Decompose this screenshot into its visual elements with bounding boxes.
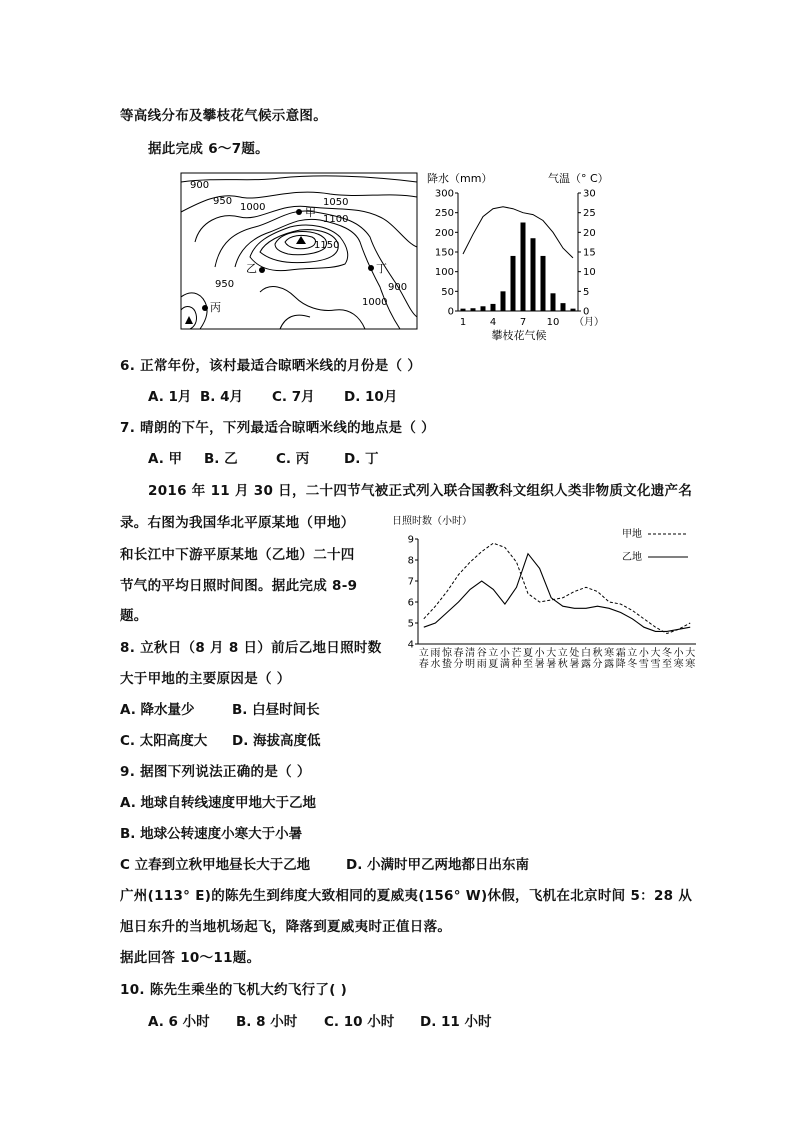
term-label: 霜降 [615,648,626,670]
sunshine-y-tick-label: 9 [407,534,414,546]
question-8-cont: 大于甲地的主要原因是（ ） [120,671,291,687]
contour-label-1100: 1100 [323,214,349,225]
q8-option-a[interactable]: A. 降水量少 [120,702,195,718]
precip-bar [551,293,556,311]
temp-tick-label: 20 [583,227,596,239]
contour-label-1050: 1050 [323,197,349,208]
sunshine-y-tick-label: 4 [407,639,414,651]
contour-label-900: 900 [190,180,210,191]
month-tick-label: 7 [519,317,527,328]
term-label: 立春 [418,648,429,670]
precip-bar [501,291,506,311]
precip-tick-label: 50 [441,286,454,298]
place-jia: 甲 [305,206,316,219]
q6-option-c[interactable]: C. 7月 [272,389,315,405]
contour-label-1000: 1000 [240,202,266,213]
question-10: 10. 陈先生乘坐的飞机大约飞行了( ) [120,982,348,998]
term-label: 冬至 [662,648,673,670]
q10-option-b[interactable]: B. 8 小时 [236,1014,298,1030]
month-unit-label: （月） [574,317,604,328]
q8-option-c[interactable]: C. 太阳高度大 [120,733,208,749]
q7-option-d[interactable]: D. 丁 [344,451,379,467]
precip-bar [561,303,566,311]
place-bing: 丙 [210,301,221,314]
term-label: 寒露 [604,648,615,670]
legend-label-jia: 甲地 [622,529,642,540]
temp-axis-label: 气温（° C） [548,172,609,185]
sunshine-y-tick-label: 6 [407,597,414,609]
sunshine-chart [392,510,702,676]
question-8: 8. 立秋日（8 月 8 日）前后乙地日照时数 [120,640,382,656]
month-tick-label: 1 [459,317,467,328]
q7-option-b[interactable]: B. 乙 [204,451,238,467]
temperature-line [463,207,573,258]
precip-bar [541,256,546,311]
term-label: 谷雨 [476,648,487,670]
term-label: 夏至 [523,648,534,670]
term-label: 大雪 [650,648,661,670]
place-yi: 乙 [246,262,257,275]
q9-option-b[interactable]: B. 地球公转速度小寒大于小暑 [120,826,303,842]
question-7: 7. 晴朗的下午，下列最适合晾晒米线的地点是（ ） [120,420,435,436]
q7-option-a[interactable]: A. 甲 [148,451,183,467]
sunshine-y-tick-label: 5 [407,618,414,630]
temp-tick-label: 25 [583,208,596,220]
term-label: 小雪 [638,648,649,670]
legend-label-yi: 乙地 [622,552,642,563]
precip-bar [461,309,466,311]
contour-label-900b: 900 [388,282,408,293]
q10-option-a[interactable]: A. 6 小时 [148,1014,210,1030]
precip-axis-label: 降水（mm） [427,172,493,185]
precip-tick-label: 200 [434,227,454,239]
q9-option-a[interactable]: A. 地球自转线速度甲地大于乙地 [120,795,317,811]
sunshine-y-tick-label: 8 [407,555,414,567]
term-label: 大暑 [546,648,557,670]
term-label: 雨水 [430,648,441,670]
precip-bar [571,309,576,311]
precip-tick-label: 250 [434,208,454,220]
q9-option-c[interactable]: C 立春到立秋甲地昼长大于乙地 [120,857,311,873]
contour-label-1000b: 1000 [362,297,388,308]
question-9: 9. 据图下列说法正确的是（ ） [120,764,311,780]
contour-label-950b: 950 [215,279,235,290]
q8-option-b[interactable]: B. 白昼时间长 [232,702,320,718]
precip-bar [531,238,536,311]
flight-paragraph-2: 旭日东升的当地机场起飞，降落到夏威夷时正值日落。 [120,919,452,935]
q9-option-d[interactable]: D. 小满时甲乙两地都日出东南 [346,857,530,873]
intro-instruction: 据此完成 6～7题。 [148,141,269,157]
term-label: 秋分 [592,648,603,670]
sunshine-y-tick-label: 7 [407,576,414,588]
precip-tick-label: 150 [434,247,454,259]
precip-tick-label: 300 [434,188,454,200]
q8-option-d[interactable]: D. 海拔高度低 [232,733,321,749]
q7-option-c[interactable]: C. 丙 [276,451,310,467]
solar-terms-paragraph-3: 和长江中下游平原某地（乙地）二十四 [120,547,355,563]
intro-text: 等高线分布及攀枝花气候示意图。 [120,108,327,124]
question-6: 6. 正常年份，该村最适合晾晒米线的月份是（ ） [120,358,422,374]
solar-terms-paragraph-2: 录。右图为我国华北平原某地（甲地） [120,515,355,531]
term-label: 立冬 [627,648,638,670]
series-line-yi [424,554,690,632]
month-tick-label: 4 [489,317,497,328]
flight-paragraph: 广州(113° E)的陈先生到纬度大致相同的夏威夷(156° W)休假，飞机在北京时间 5：28 从 [120,888,693,904]
sunshine-axis-label: 日照时数（小时） [392,516,472,527]
temp-tick-label: 30 [583,188,596,200]
term-label: 处暑 [569,648,580,670]
term-label: 立秋 [557,648,568,670]
term-label: 小满 [499,648,510,670]
climate-chart-title: 攀枝花气候 [491,329,547,342]
q10-option-d[interactable]: D. 11 小时 [420,1014,492,1030]
precip-bar [521,223,526,312]
contour-label-1150: 1150 [314,240,340,251]
term-label: 小寒 [673,648,684,670]
precip-bar [491,304,496,311]
term-label: 立夏 [488,648,499,670]
flight-instruction: 据此回答 10～11题。 [120,950,261,966]
contour-label-950: 950 [213,196,233,207]
place-ding: 丁 [376,262,387,275]
term-label: 白露 [580,648,591,670]
month-tick-label: 10 [546,317,560,328]
solar-terms-paragraph-4: 节气的平均日照时间图。据此完成 8-9 [120,578,358,594]
contour-map [180,172,418,330]
temp-tick-label: 5 [583,286,590,298]
term-label: 清明 [465,648,476,670]
term-label: 春分 [453,648,464,670]
q10-option-c[interactable]: C. 10 小时 [324,1014,395,1030]
q6-option-b[interactable]: B. 4月 [200,389,244,405]
climate-chart [424,168,614,343]
precip-bar [481,306,486,311]
term-label: 大寒 [685,648,696,670]
q6-option-a[interactable]: A. 1月 [148,389,192,405]
precip-tick-label: 100 [434,267,454,279]
temp-tick-label: 0 [583,306,590,318]
precip-tick-label: 0 [447,306,454,318]
precip-bar [471,308,476,311]
temp-tick-label: 15 [583,247,596,259]
term-label: 芒种 [511,648,522,670]
solar-terms-paragraph: 2016 年 11 月 30 日，二十四节气被正式列入联合国教科文组织人类非物质文化遗产名 [148,483,693,499]
temp-tick-label: 10 [583,267,596,279]
solar-terms-paragraph-5: 题。 [120,608,148,624]
precip-bar [511,256,516,311]
q6-option-d[interactable]: D. 10月 [344,389,398,405]
term-label: 小暑 [534,648,545,670]
term-label: 惊蛰 [441,648,452,670]
